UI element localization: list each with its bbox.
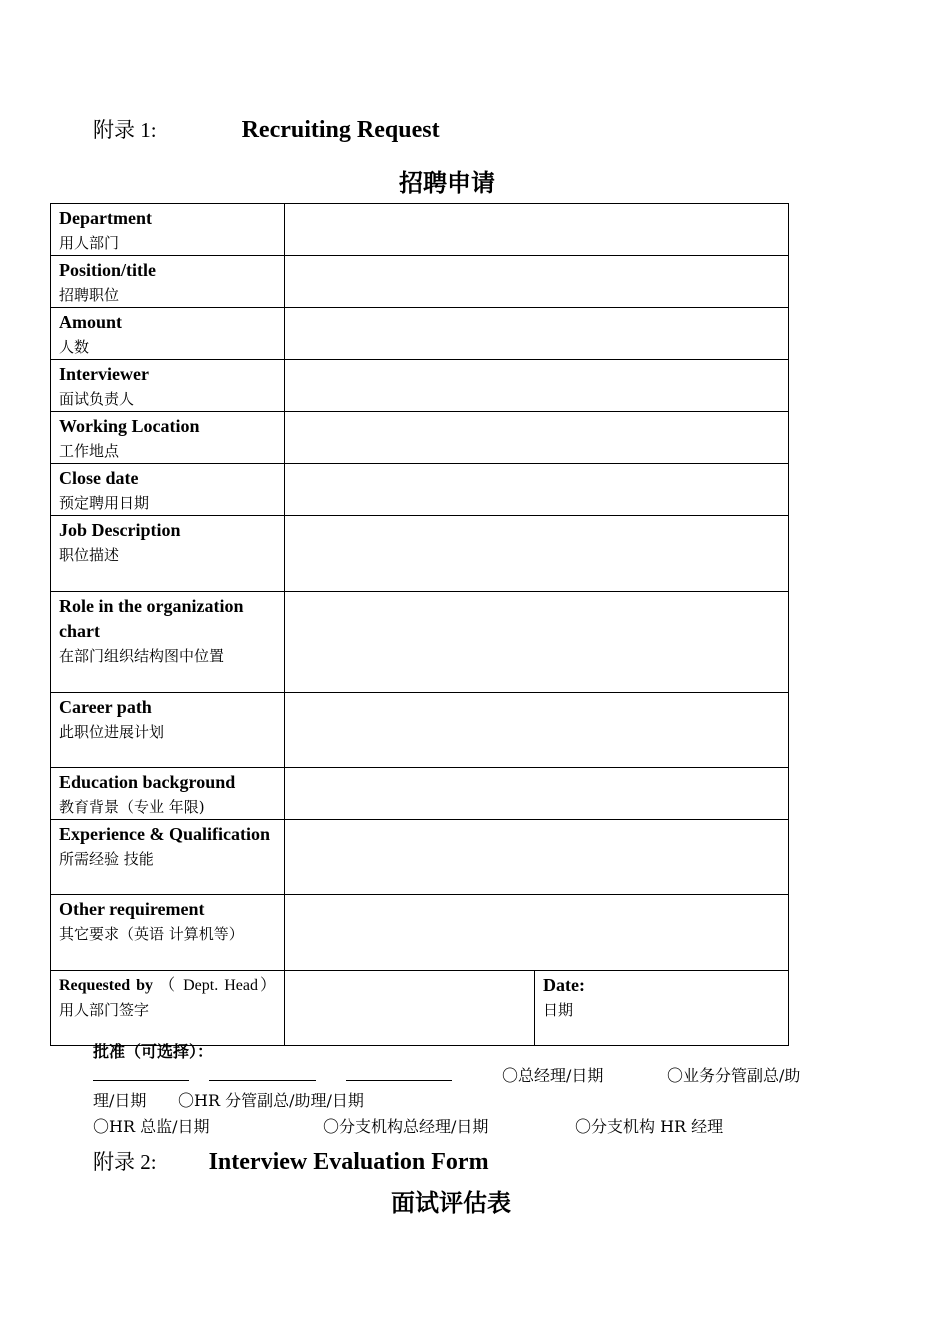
option-business-vp-cont: 理/日期 bbox=[93, 1091, 147, 1110]
department-field[interactable] bbox=[285, 204, 789, 256]
role-field[interactable] bbox=[285, 592, 789, 693]
row-label-requested-by: Requested by （ Dept. Head） 用人部门签字 bbox=[51, 971, 285, 1046]
approval-title: 批准（可选择）： bbox=[93, 1042, 214, 1061]
appendix-1-title: Recruiting Request bbox=[241, 117, 440, 143]
appendix-2-title: Interview Evaluation Form bbox=[208, 1149, 489, 1175]
row-label-role: Role in the organization chart 在部门组织结构图中位置 bbox=[51, 592, 285, 693]
appendix-2-heading bbox=[93, 1146, 489, 1176]
signature-line-3[interactable] bbox=[346, 1080, 452, 1081]
requested-by-signature-field[interactable] bbox=[285, 971, 535, 1046]
working-location-field[interactable] bbox=[285, 412, 789, 464]
option-general-manager[interactable]: 〇总经理/日期 bbox=[502, 1066, 604, 1085]
amount-field[interactable] bbox=[285, 308, 789, 360]
experience-field[interactable] bbox=[285, 820, 789, 895]
close-date-field[interactable] bbox=[285, 464, 789, 516]
row-label-close-date: Close date 预定聘用日期 bbox=[51, 464, 285, 516]
option-hr-director[interactable]: 〇HR 总监/日期 bbox=[93, 1117, 210, 1136]
row-label-experience: Experience & Qualification 所需经验 技能 bbox=[51, 820, 285, 895]
education-field[interactable] bbox=[285, 768, 789, 820]
interview-evaluation-cn-title: 面试评估表 bbox=[391, 1189, 511, 1217]
other-requirement-field[interactable] bbox=[285, 895, 789, 971]
option-hr-vp[interactable]: 〇HR 分管副总/助理/日期 bbox=[178, 1091, 364, 1110]
recruiting-request-cn-title: 招聘申请 bbox=[399, 169, 495, 197]
row-label-working-location: Working Location 工作地点 bbox=[51, 412, 285, 464]
career-path-field[interactable] bbox=[285, 693, 789, 768]
appendix-1-label: 附录 1: bbox=[93, 118, 157, 142]
row-label-interviewer: Interviewer 面试负责人 bbox=[51, 360, 285, 412]
row-label-education: Education background 教育背景（专业 年限) bbox=[51, 768, 285, 820]
interviewer-field[interactable] bbox=[285, 360, 789, 412]
row-label-job-description: Job Description 职位描述 bbox=[51, 516, 285, 592]
signature-line-2[interactable] bbox=[209, 1080, 316, 1081]
row-label-position: Position/title 招聘职位 bbox=[51, 256, 285, 308]
position-field[interactable] bbox=[285, 256, 789, 308]
job-description-field[interactable] bbox=[285, 516, 789, 592]
appendix-2-label: 附录 2: bbox=[93, 1150, 157, 1174]
option-branch-gm[interactable]: 〇分支机构总经理/日期 bbox=[323, 1117, 489, 1136]
recruiting-request-table bbox=[50, 203, 789, 1046]
row-label-career-path: Career path 此职位进展计划 bbox=[51, 693, 285, 768]
row-label-other: Other requirement 其它要求（英语 计算机等） bbox=[51, 895, 285, 971]
option-branch-hr-manager[interactable]: 〇分支机构 HR 经理 bbox=[575, 1117, 724, 1136]
row-label-department: Department 用人部门 bbox=[51, 204, 285, 256]
appendix-1-heading bbox=[93, 114, 440, 144]
date-field[interactable]: Date: 日期 bbox=[535, 971, 789, 1046]
row-label-amount: Amount 人数 bbox=[51, 308, 285, 360]
option-business-vp[interactable]: 〇业务分管副总/助 bbox=[667, 1066, 801, 1085]
signature-line-1[interactable] bbox=[93, 1080, 189, 1081]
